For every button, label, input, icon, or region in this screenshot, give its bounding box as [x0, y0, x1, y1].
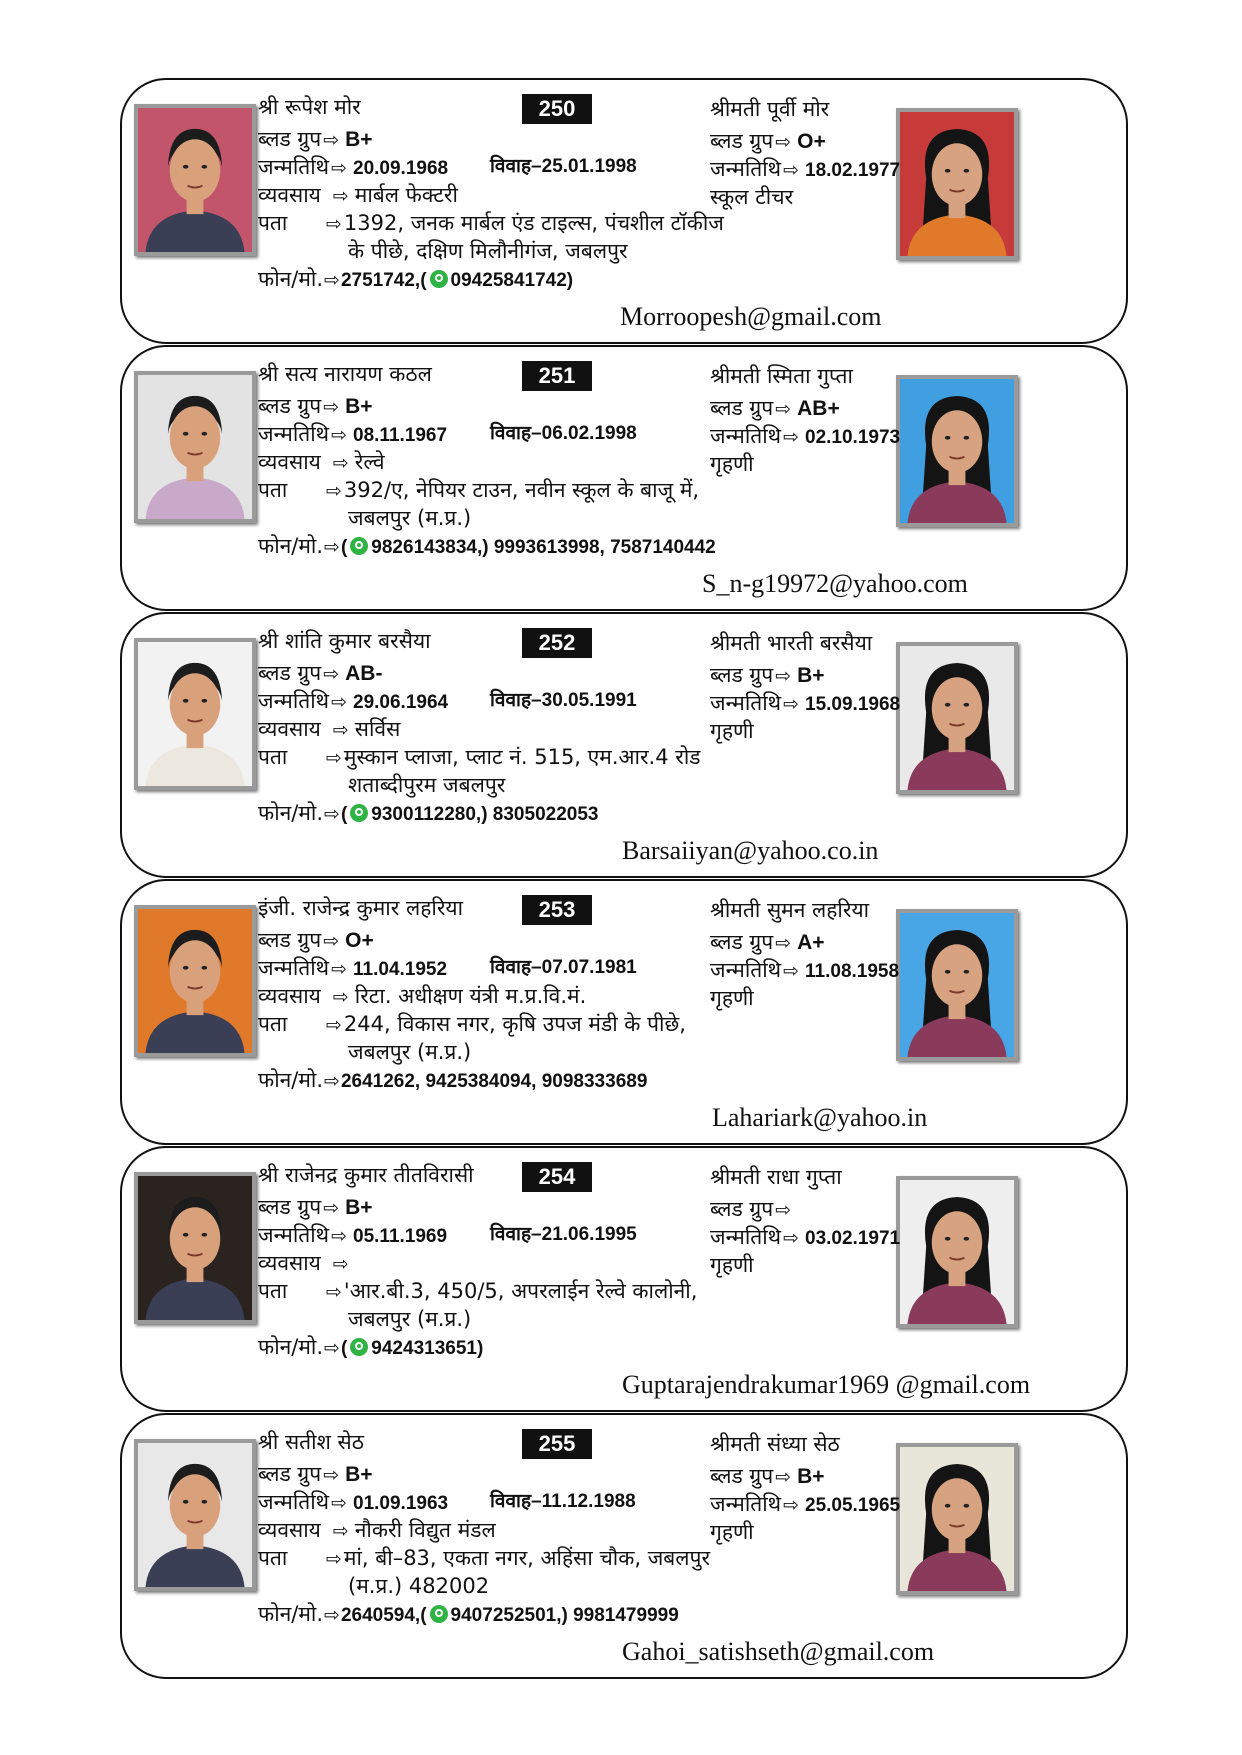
phone-numbers-whatsapp: 09425841742)	[450, 270, 574, 291]
husband-occupation-row	[258, 180, 458, 211]
arrow-icon: ⇨	[332, 1253, 349, 1275]
blood-label: ब्लड ग्रुप	[710, 663, 774, 687]
blood-label: ब्लड ग्रुप	[258, 1462, 322, 1486]
email-address: Gahoi_satishseth@gmail.com	[622, 1637, 935, 1666]
arrow-icon: ⇨	[326, 747, 342, 769]
wife-dob-value: 25.05.1965	[805, 1495, 901, 1516]
arrow-icon: ⇨	[324, 1337, 340, 1359]
arrow-icon: ⇨	[783, 426, 800, 448]
dob-label: जन्मतिथि	[710, 958, 782, 982]
husband-blood-row	[258, 1459, 373, 1490]
husband-blood-row	[258, 391, 373, 422]
husband-photo	[134, 905, 256, 1057]
marriage-date: विवाह–06.02.1998	[490, 423, 637, 444]
email-address: Morroopesh@gmail.com	[620, 302, 882, 331]
blood-label: ब्लड ग्रुप	[258, 394, 322, 418]
wife-blood-row	[710, 1461, 825, 1492]
wife-name: श्रीमती स्मिता गुप्ता	[710, 364, 853, 388]
address-label: पता	[258, 1012, 288, 1036]
arrow-icon: ⇨	[331, 157, 348, 179]
husband-blood-row	[258, 925, 374, 956]
husband-occupation-value: नौकरी विद्युत मंडल	[354, 1518, 496, 1542]
husband-blood-value: B+	[345, 395, 373, 418]
blood-label: ब्लड ग्रुप	[710, 930, 774, 954]
address-line-2: जबलपुर (म.प्र.)	[348, 506, 472, 530]
husband-photo	[134, 1439, 256, 1591]
address-line-1-text: मां, बी–83, एकता नगर, अहिंसा चौक, जबलपुर	[343, 1546, 711, 1570]
address-label: पता	[258, 211, 288, 235]
wife-blood-value: O+	[797, 130, 826, 153]
arrow-icon: ⇨	[332, 185, 349, 207]
husband-occupation-value: रिटा. अधीक्षण यंत्री म.प्र.वि.मं.	[354, 984, 587, 1008]
wife-photo	[896, 375, 1018, 527]
marriage-date: विवाह–07.07.1981	[490, 957, 637, 978]
arrow-icon: ⇨	[332, 452, 349, 474]
occupation-label: व्यवसाय	[258, 450, 321, 474]
dob-label: जन्मतिथि	[710, 424, 782, 448]
member-card-251	[120, 345, 1128, 611]
husband-blood-value: O+	[345, 929, 374, 952]
arrow-icon: ⇨	[783, 960, 800, 982]
husband-name: श्री सतीश सेठ	[258, 1430, 364, 1454]
wife-name: श्रीमती राधा गुप्ता	[710, 1165, 842, 1189]
phone-numbers: 2640594,(	[340, 1605, 427, 1626]
arrow-icon: ⇨	[783, 159, 800, 181]
blood-label: ब्लड ग्रुप	[258, 661, 322, 685]
wife-dob-value: 15.09.1968	[805, 694, 901, 715]
member-card-255	[120, 1413, 1128, 1679]
phone-numbers-whatsapp: 9826143834,) 9993613998, 7587140442	[371, 537, 716, 558]
arrow-icon: ⇨	[332, 986, 349, 1008]
email-address: Guptarajendrakumar1969 @gmail.com	[622, 1370, 1031, 1399]
member-card-253	[120, 879, 1128, 1145]
address-line-1	[326, 475, 699, 506]
phone-numbers: 2641262, 9425384094, 9098333689	[340, 1071, 648, 1092]
arrow-icon: ⇨	[323, 396, 340, 418]
husband-dob-value: 01.09.1963	[353, 1493, 449, 1514]
blood-label: ब्लड ग्रुप	[710, 1464, 774, 1488]
husband-photo	[134, 104, 256, 256]
address-line-1	[326, 1009, 686, 1040]
wife-name: श्रीमती पूर्वी मोर	[710, 97, 830, 121]
phone-label: फोन/मो.	[258, 267, 324, 291]
phone-row	[258, 1332, 483, 1364]
arrow-icon: ⇨	[332, 1520, 349, 1542]
address-line-1-text: 392/ए, नेपियर टाउन, नवीन स्कूल के बाजू में,	[343, 478, 700, 502]
arrow-icon: ⇨	[331, 424, 348, 446]
husband-blood-value: B+	[345, 128, 373, 151]
phone-row	[258, 531, 716, 563]
whatsapp-icon	[350, 1338, 368, 1356]
husband-occupation-row	[258, 714, 400, 745]
arrow-icon: ⇨	[332, 719, 349, 741]
husband-name: इंजी. राजेन्द्र कुमार लहरिया	[258, 896, 464, 920]
arrow-icon: ⇨	[323, 663, 340, 685]
whatsapp-icon	[430, 270, 448, 288]
address-line-1	[326, 1543, 710, 1574]
wife-blood-value: B+	[797, 664, 825, 687]
address-line-1	[326, 1276, 697, 1307]
wife-blood-value: AB+	[797, 397, 840, 420]
husband-name: श्री रूपेश मोर	[258, 95, 361, 119]
arrow-icon: ⇨	[775, 665, 792, 687]
arrow-icon: ⇨	[331, 691, 348, 713]
marriage-date: विवाह–11.12.1988	[490, 1491, 636, 1512]
marriage-date: विवाह–30.05.1991	[490, 690, 637, 711]
arrow-icon: ⇨	[331, 958, 348, 980]
blood-label: ब्लड ग्रुप	[258, 928, 322, 952]
member-number-badge: 255	[522, 1429, 592, 1459]
dob-label: जन्मतिथि	[710, 157, 782, 181]
husband-occupation-row	[258, 981, 586, 1012]
email-address: Barsaiiyan@yahoo.co.in	[622, 836, 879, 865]
wife-blood-row	[710, 1194, 797, 1225]
husband-dob-value: 05.11.1969	[353, 1226, 448, 1247]
member-number-badge: 250	[522, 94, 592, 124]
arrow-icon: ⇨	[331, 1225, 348, 1247]
husband-occupation-row	[258, 1248, 355, 1279]
phone-label: फोन/मो.	[258, 1602, 324, 1626]
phone-numbers-whatsapp: 9300112280,) 8305022053	[371, 804, 599, 825]
arrow-icon: ⇨	[323, 1197, 340, 1219]
husband-photo	[134, 1172, 256, 1324]
arrow-icon: ⇨	[775, 932, 792, 954]
wife-name: श्रीमती भारती बरसैया	[710, 631, 873, 655]
phone-label: फोन/मो.	[258, 801, 324, 825]
address-label: पता	[258, 1279, 288, 1303]
phone-row	[258, 1065, 647, 1097]
arrow-icon: ⇨	[775, 131, 792, 153]
wife-blood-row	[710, 927, 825, 958]
phone-row	[258, 264, 573, 296]
husband-blood-value: B+	[345, 1463, 373, 1486]
husband-blood-value: AB-	[345, 662, 383, 685]
husband-occupation-value: सर्विस	[354, 717, 401, 741]
address-line-1-text: 1392, जनक मार्बल एंड टाइल्स, पंचशील टॉकीज	[343, 211, 724, 235]
phone-label: फोन/मो.	[258, 1335, 324, 1359]
wife-photo	[896, 1176, 1018, 1328]
husband-blood-value: B+	[345, 1196, 373, 1219]
dob-label: जन्मतिथि	[710, 691, 782, 715]
arrow-icon: ⇨	[324, 536, 340, 558]
wife-occupation: गृहणी	[710, 719, 754, 743]
dob-label: जन्मतिथि	[258, 956, 330, 980]
whatsapp-icon	[350, 804, 368, 822]
husband-occupation-row	[258, 447, 385, 478]
phone-label: फोन/मो.	[258, 534, 324, 558]
husband-dob-value: 29.06.1964	[353, 692, 449, 713]
dob-label: जन्मतिथि	[258, 1490, 330, 1514]
husband-photo	[134, 638, 256, 790]
arrow-icon: ⇨	[324, 1070, 340, 1092]
dob-label: जन्मतिथि	[710, 1225, 782, 1249]
phone-row	[258, 1599, 679, 1631]
arrow-icon: ⇨	[326, 480, 342, 502]
husband-dob-value: 08.11.1967	[353, 425, 448, 446]
husband-photo	[134, 371, 256, 523]
marriage-date: विवाह–21.06.1995	[490, 1224, 637, 1245]
occupation-label: व्यवसाय	[258, 1518, 321, 1542]
wife-photo	[896, 108, 1018, 260]
marriage-date: विवाह–25.01.1998	[490, 156, 637, 177]
arrow-icon: ⇨	[783, 1227, 800, 1249]
husband-name: श्री सत्य नारायण कठल	[258, 362, 432, 386]
wife-occupation: गृहणी	[710, 1253, 754, 1277]
blood-label: ब्लड ग्रुप	[710, 129, 774, 153]
phone-numbers: (	[340, 1338, 348, 1359]
member-number-badge: 251	[522, 361, 592, 391]
occupation-label: व्यवसाय	[258, 984, 321, 1008]
husband-occupation-row	[258, 1515, 496, 1546]
phone-row	[258, 798, 598, 830]
arrow-icon: ⇨	[783, 1494, 800, 1516]
address-line-1	[326, 742, 701, 773]
address-line-2: जबलपुर (म.प्र.)	[348, 1040, 472, 1064]
husband-occupation-value: मार्बल फेक्टरी	[354, 183, 458, 207]
husband-blood-row	[258, 124, 373, 155]
wife-blood-row	[710, 660, 825, 691]
husband-blood-row	[258, 1192, 373, 1223]
member-number-badge: 253	[522, 895, 592, 925]
member-number-badge: 254	[522, 1162, 592, 1192]
occupation-label: व्यवसाय	[258, 1251, 321, 1275]
wife-dob-value: 18.02.1977	[805, 160, 901, 181]
husband-occupation-value: रेल्वे	[354, 450, 385, 474]
address-line-1-text: 244, विकास नगर, कृषि उपज मंडी के पीछे,	[343, 1012, 686, 1036]
wife-blood-value: A+	[797, 931, 825, 954]
husband-blood-row	[258, 658, 382, 689]
arrow-icon: ⇨	[324, 269, 340, 291]
blood-label: ब्लड ग्रुप	[710, 396, 774, 420]
dob-label: जन्मतिथि	[258, 1223, 330, 1247]
member-card-250	[120, 78, 1128, 344]
arrow-icon: ⇨	[323, 129, 340, 151]
address-line-2: के पीछे, दक्षिण मिलौनीगंज, जबलपुर	[348, 239, 628, 263]
arrow-icon: ⇨	[324, 803, 340, 825]
arrow-icon: ⇨	[775, 398, 792, 420]
address-label: पता	[258, 478, 288, 502]
address-label: पता	[258, 1546, 288, 1570]
wife-occupation: गृहणी	[710, 452, 754, 476]
phone-label: फोन/मो.	[258, 1068, 324, 1092]
arrow-icon: ⇨	[323, 1464, 340, 1486]
husband-name: श्री शांति कुमार बरसैया	[258, 629, 431, 653]
wife-dob-value: 02.10.1973	[805, 427, 901, 448]
arrow-icon: ⇨	[324, 1604, 340, 1626]
phone-numbers-whatsapp: 9407252501,) 9981479999	[450, 1605, 679, 1626]
phone-numbers: 2751742,(	[340, 270, 427, 291]
member-number-badge: 252	[522, 628, 592, 658]
wife-occupation: स्कूल टीचर	[710, 185, 794, 209]
address-line-2: शताब्दीपुरम जबलपुर	[348, 773, 506, 797]
member-card-252	[120, 612, 1128, 878]
husband-dob-value: 20.09.1968	[353, 158, 449, 179]
wife-occupation: गृहणी	[710, 986, 754, 1010]
address-line-1-text: मुस्कान प्लाजा, प्लाट नं. 515, एम.आर.4 रोड	[343, 745, 701, 769]
wife-name: श्रीमती सुमन लहरिया	[710, 898, 870, 922]
address-line-1	[326, 208, 724, 239]
dob-label: जन्मतिथि	[710, 1492, 782, 1516]
address-line-2: जबलपुर (म.प्र.)	[348, 1307, 472, 1331]
wife-photo	[896, 909, 1018, 1061]
blood-label: ब्लड ग्रुप	[258, 127, 322, 151]
address-label: पता	[258, 745, 288, 769]
arrow-icon: ⇨	[331, 1492, 348, 1514]
wife-occupation: गृहणी	[710, 1520, 754, 1544]
dob-label: जन्मतिथि	[258, 422, 330, 446]
email-address: S_n-g19972@yahoo.com	[702, 569, 968, 598]
arrow-icon: ⇨	[326, 1548, 342, 1570]
wife-name: श्रीमती संध्या सेठ	[710, 1432, 840, 1456]
blood-label: ब्लड ग्रुप	[710, 1197, 774, 1221]
member-card-254	[120, 1146, 1128, 1412]
dob-label: जन्मतिथि	[258, 155, 330, 179]
address-line-1-text: 'आर.बी.3, 450/5, अपरलाईन रेल्वे कालोनी,	[343, 1279, 698, 1303]
occupation-label: व्यवसाय	[258, 717, 321, 741]
wife-photo	[896, 642, 1018, 794]
wife-blood-row	[710, 393, 840, 424]
dob-label: जन्मतिथि	[258, 689, 330, 713]
wife-blood-value: B+	[797, 1465, 825, 1488]
arrow-icon: ⇨	[326, 1281, 342, 1303]
whatsapp-icon	[350, 537, 368, 555]
husband-dob-value: 11.04.1952	[353, 959, 448, 980]
address-line-2: (म.प्र.) 482002	[348, 1574, 490, 1598]
phone-numbers: (	[340, 804, 348, 825]
whatsapp-icon	[430, 1605, 448, 1623]
arrow-icon: ⇨	[323, 930, 340, 952]
arrow-icon: ⇨	[783, 693, 800, 715]
phone-numbers: (	[340, 537, 348, 558]
wife-blood-row	[710, 126, 826, 157]
phone-numbers-whatsapp: 9424313651)	[371, 1338, 484, 1359]
wife-dob-value: 03.02.1971	[805, 1228, 901, 1249]
email-address: Lahariark@yahoo.in	[712, 1103, 928, 1132]
arrow-icon: ⇨	[775, 1466, 792, 1488]
arrow-icon: ⇨	[326, 213, 342, 235]
wife-photo	[896, 1443, 1018, 1595]
arrow-icon: ⇨	[775, 1199, 792, 1221]
arrow-icon: ⇨	[326, 1014, 342, 1036]
occupation-label: व्यवसाय	[258, 183, 321, 207]
husband-name: श्री राजेनद्र कुमार तीतविरासी	[258, 1163, 474, 1187]
wife-dob-value: 11.08.1958	[805, 961, 900, 982]
blood-label: ब्लड ग्रुप	[258, 1195, 322, 1219]
